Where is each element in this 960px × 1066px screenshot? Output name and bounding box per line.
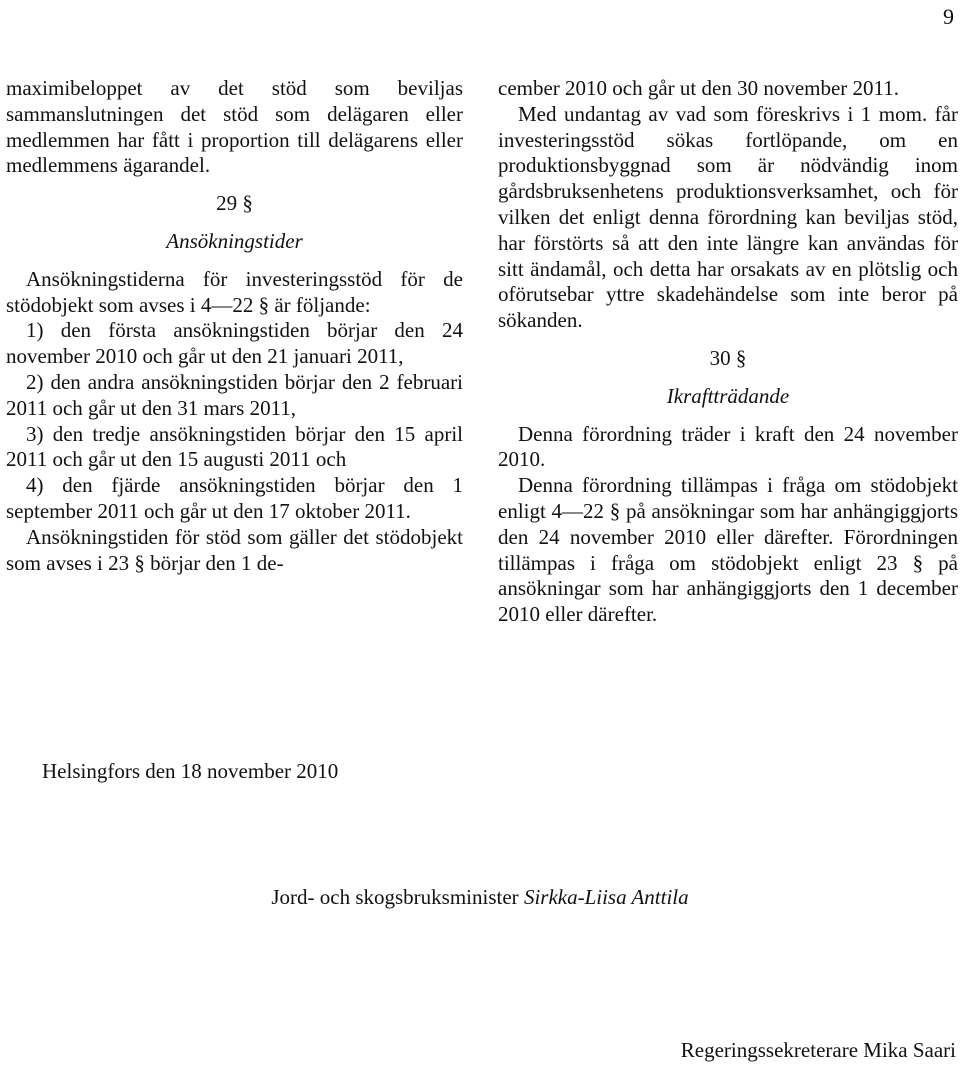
list-item-1: 1) den första ansökningstiden börjar den 24 november 2010 och går ut den 21 januari 2011, [6,318,463,369]
section-29-number: 29 § [216,191,253,216]
paragraph-application-periods: Ansökningstiderna för investeringsstöd för de stödobjekt som avses i 4—22 § är följande: [6,266,463,317]
paragraph-continued: cember 2010 och går ut den 30 november 2011. [498,76,900,100]
page-number: 9 [943,4,954,29]
right-column [498,76,958,628]
place-and-date: Helsingfors den 18 november 2010 [42,759,339,783]
paragraph-application: Denna förordning tillämpas i fråga om stödobjekt enligt 4—22 § på ansökningar som har anhängiggjorts den 24 november 2010 eller därefter. Förordningen tillämpas i fråga om stödobjekt enligt 23 § på ansökningar som har anhängiggjorts den 1 december 2010 eller därefter. [498,473,958,627]
secretary-signature: Regeringssekreterare Mika Saari [680,1038,956,1062]
minister-name: Sirkka-Liisa Anttila [523,885,689,909]
minister-title: Jord- och skogsbruksminister [271,885,519,909]
left-column [6,76,463,576]
paragraph-entry-into-force: Denna förordning träder i kraft den 24 november 2010. [498,421,958,472]
list-item-3: 3) den tredje ansökningstiden börjar den 15 april 2011 och går ut den 15 augusti 2011 och [6,421,463,472]
minister-signature [0,885,960,910]
list-item-4: 4) den fjärde ansökningstiden börjar den 1 september 2011 och går ut den 17 oktober 2011. [6,473,463,523]
section-29-heading [6,191,463,255]
paragraph-section-23: Ansökningstiden för stöd som gäller det stödobjekt som avses i 23 § börjar den 1 de- [6,524,463,575]
list-item-2: 2) den andra ansökningstiden börjar den 2 februari 2011 och går ut den 31 mars 2011, [6,369,463,420]
section-30-heading [498,346,958,410]
section-30-number: 30 § [709,345,747,370]
paragraph-intro: maximibeloppet av det stöd som beviljas sammanslutningen det stöd som delägaren eller medlemmen har fått i proportion till delägarens eller medlemmens ägarandel. [6,76,463,178]
paragraph-exception: Med undantag av vad som föreskrivs i 1 mom. får investeringsstöd sökas fortlöpande, om en produktionsbyggnad som är nödvändig inom gårdsbruksenhetens produktionsverksamhet, och för vilken det enligt denna förordning kan beviljas stöd, har förstörts så att den inte längre kan användas för sitt ändamål, och detta har orsakats av en plötslig och oförutsebar yttre skadehändelse som inte beror på sökanden. [498,101,958,333]
section-29-title: Ansökningstider [166,228,303,253]
section-30-title: Ikraftträdande [666,383,790,408]
